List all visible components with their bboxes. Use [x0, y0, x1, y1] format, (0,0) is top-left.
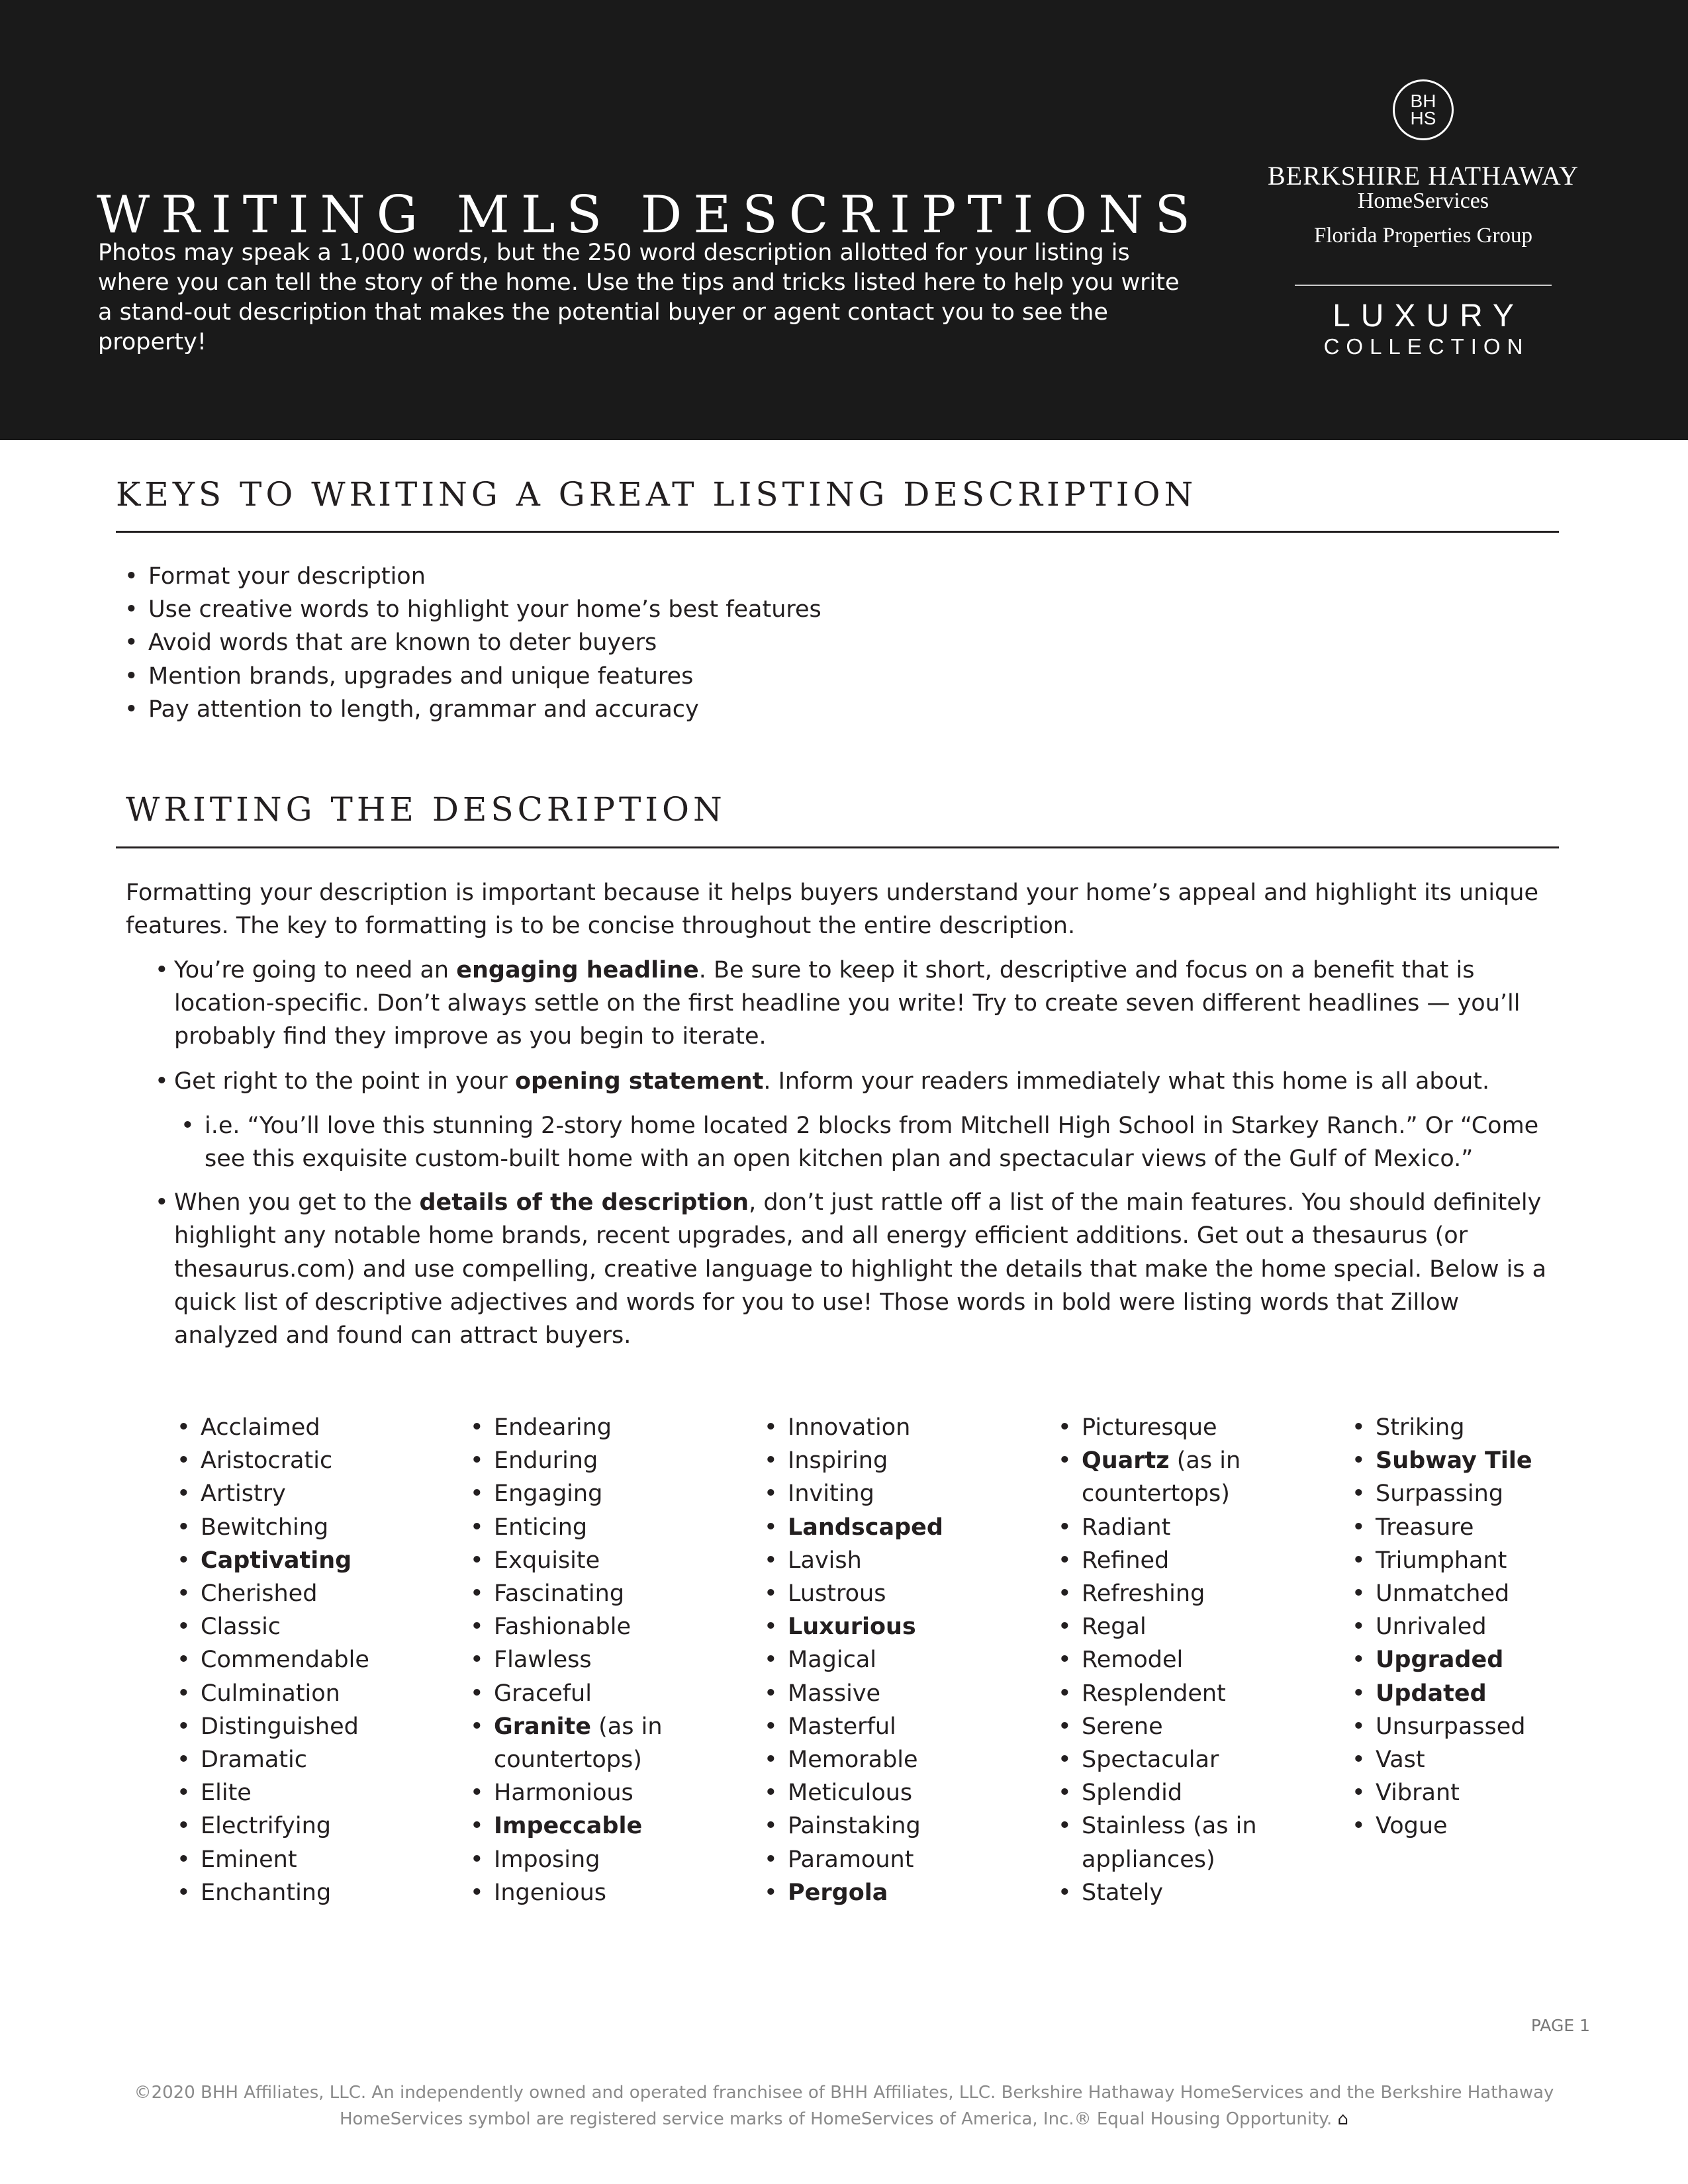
word-item	[1058, 1444, 1336, 1510]
word-text: Culmination	[201, 1680, 340, 1707]
word-text: Graceful	[494, 1680, 592, 1707]
page-title: WRITING MLS DESCRIPTIONS	[97, 185, 1201, 246]
word-item	[470, 1677, 748, 1710]
word-item	[177, 1710, 455, 1743]
word-item	[1352, 1677, 1630, 1710]
word-text: Elite	[201, 1780, 252, 1807]
word-text: Radiant	[1082, 1514, 1171, 1541]
word-item	[1058, 1610, 1336, 1643]
word-item	[1352, 1411, 1630, 1444]
word-text: Enchanting	[201, 1879, 332, 1906]
word-item	[470, 1511, 748, 1544]
word-text: Refreshing	[1082, 1580, 1205, 1608]
word-text: Striking	[1376, 1414, 1465, 1441]
word-text: Captivating	[201, 1547, 352, 1574]
word-note: (as in countertops)	[494, 1713, 663, 1774]
word-text: Magical	[788, 1647, 877, 1674]
word-item	[1352, 1511, 1630, 1544]
key-item: • Avoid words that are known to deter buyers	[124, 626, 821, 659]
word-item	[177, 1610, 455, 1643]
word-text: Aristocratic	[201, 1447, 333, 1475]
word-text: Fashionable	[494, 1614, 632, 1641]
word-text: Triumphant	[1376, 1547, 1507, 1574]
logo-line-2: HomeServices	[1357, 189, 1489, 213]
word-item	[177, 1809, 455, 1843]
word-text: Unrivaled	[1376, 1614, 1487, 1641]
word-item	[470, 1643, 748, 1676]
tip-text: , don’t just rattle off a list of the main features. You should definitely highlight any notable home brands, recent upgrades, and all energy efficient additions. Get out a thesaurus (or thesaurus.com) and use compelling, creative language to highlight the details that make the home special. Below is a quick list of descriptive adjectives and words for you to use! Those words in bold were listing words that Zillow analyzed and found can attract buyers.	[174, 1189, 1547, 1349]
word-item	[764, 1809, 1042, 1843]
word-item	[1352, 1544, 1630, 1577]
word-text: Surpassing	[1376, 1480, 1504, 1508]
legal-text: ©2020 BHH Affiliates, LLC. An independently owned and operated franchisee of BHH Affiliates, LLC. Berkshire Hathaway HomeServices and the Berkshire Hathaway HomeServices symbol are registered service marks of HomeServices of America, Inc.® Equal Housing Opportunity.	[134, 2083, 1554, 2129]
word-item	[177, 1876, 455, 1909]
word-text: Distinguished	[201, 1713, 359, 1740]
word-item	[177, 1444, 455, 1477]
word-text: Eminent	[201, 1846, 297, 1873]
bhhs-seal-icon: BH HS	[1393, 79, 1454, 140]
word-item	[177, 1743, 455, 1776]
key-item: • Use creative words to highlight your home’s best features	[124, 593, 821, 626]
word-text: Vibrant	[1376, 1780, 1460, 1807]
word-text: Imposing	[494, 1846, 600, 1873]
word-item	[764, 1843, 1042, 1876]
legal-footer	[99, 2079, 1589, 2132]
word-item	[764, 1577, 1042, 1610]
word-item	[470, 1444, 748, 1477]
word-item	[1058, 1776, 1336, 1809]
word-text: Ingenious	[494, 1879, 606, 1906]
word-item	[470, 1776, 748, 1809]
word-item	[1058, 1677, 1336, 1710]
word-item	[764, 1511, 1042, 1544]
word-item	[764, 1876, 1042, 1909]
word-item	[470, 1710, 748, 1776]
tip-bold: details of the description	[419, 1189, 749, 1216]
word-text: Upgraded	[1376, 1647, 1504, 1674]
word-item	[764, 1411, 1042, 1444]
word-item	[470, 1411, 748, 1444]
word-item	[764, 1544, 1042, 1577]
word-text: Artistry	[201, 1480, 286, 1508]
word-text: Paramount	[788, 1846, 914, 1873]
word-text: Commendable	[201, 1647, 369, 1674]
word-text: Splendid	[1082, 1780, 1183, 1807]
word-item	[1058, 1710, 1336, 1743]
word-text: Acclaimed	[201, 1414, 320, 1441]
intro-text: Photos may speak a 1,000 words, but the 250 word description allotted for your listing is where you can tell the story of the home. Use the tips and tricks listed here to help you write a stand-out description that makes the potential buyer or agent contact you to see the property!	[98, 240, 1180, 355]
logo-line-3: Florida Properties Group	[1314, 224, 1532, 248]
word-column	[177, 1411, 455, 1909]
word-text: Painstaking	[788, 1813, 921, 1840]
word-text: Picturesque	[1082, 1414, 1217, 1441]
word-text: Cherished	[201, 1580, 318, 1608]
word-item	[764, 1610, 1042, 1643]
tip-example: • i.e. “You’ll love this stunning 2-story home located 2 blocks from Mitchell High School in Starkey Ranch.” Or “Come see this exquisite custom-built home with an open kitchen plan and spectacular views of the Gulf of Mexico.”	[181, 1109, 1565, 1175]
keys-divider	[116, 531, 1559, 533]
word-text: Unmatched	[1376, 1580, 1510, 1608]
word-item	[1352, 1444, 1630, 1477]
word-item	[764, 1477, 1042, 1510]
tip-text: When you get to the	[174, 1189, 420, 1216]
word-item	[177, 1411, 455, 1444]
word-item	[764, 1643, 1042, 1676]
logo-line-1: BERKSHIRE HATHAWAY	[1267, 161, 1579, 191]
word-text: Spectacular	[1082, 1747, 1219, 1774]
word-text: Unsurpassed	[1376, 1713, 1526, 1740]
word-text: Inspiring	[788, 1447, 888, 1475]
word-item	[177, 1577, 455, 1610]
word-text: Updated	[1376, 1680, 1487, 1707]
word-note: (as in countertops)	[1082, 1447, 1241, 1508]
tip-bold: opening statement	[514, 1068, 764, 1095]
tip-text: You’re going to need an	[174, 957, 457, 983]
word-text: Serene	[1082, 1713, 1163, 1740]
word-text: Luxurious	[788, 1614, 916, 1641]
word-text: Enduring	[494, 1447, 598, 1475]
key-item: • Mention brands, upgrades and unique features	[124, 660, 821, 693]
tip-details	[155, 1186, 1565, 1352]
word-text: Treasure	[1376, 1514, 1474, 1541]
tip-text: . Inform your readers immediately what this home is all about.	[763, 1068, 1490, 1095]
word-item	[764, 1743, 1042, 1776]
word-item	[1352, 1710, 1630, 1743]
word-column	[470, 1411, 748, 1909]
word-text: Bewitching	[201, 1514, 329, 1541]
word-text: Harmonious	[494, 1780, 633, 1807]
word-column	[1058, 1411, 1336, 1909]
word-text: Inviting	[788, 1480, 874, 1508]
word-text: Innovation	[788, 1414, 911, 1441]
word-text: Engaging	[494, 1480, 603, 1508]
word-text: Massive	[788, 1680, 881, 1707]
word-text: Granite	[494, 1713, 591, 1740]
word-text: Fascinating	[494, 1580, 625, 1608]
word-text: Endearing	[494, 1414, 612, 1441]
collection-label: COLLECTION	[1323, 334, 1530, 359]
key-item: • Format your description	[124, 560, 821, 593]
word-text: Stately	[1082, 1879, 1164, 1906]
word-text: Impeccable	[494, 1813, 643, 1840]
word-item	[1058, 1411, 1336, 1444]
writing-divider	[116, 846, 1559, 848]
word-item	[470, 1876, 748, 1909]
page-number: PAGE 1	[1530, 2016, 1590, 2035]
word-text: Dramatic	[201, 1747, 308, 1774]
word-text: Masterful	[788, 1713, 896, 1740]
writing-tips-list	[155, 954, 1565, 1363]
word-text: Quartz	[1082, 1447, 1170, 1475]
word-text: Classic	[201, 1614, 281, 1641]
writing-heading: WRITING THE DESCRIPTION	[126, 790, 726, 829]
word-item	[177, 1776, 455, 1809]
word-text: Vogue	[1376, 1813, 1448, 1840]
word-item	[177, 1643, 455, 1676]
word-item	[1058, 1643, 1336, 1676]
bhhs-logo	[1244, 79, 1602, 360]
word-item	[1352, 1776, 1630, 1809]
word-text: Resplendent	[1082, 1680, 1226, 1707]
word-item	[177, 1677, 455, 1710]
word-column	[764, 1411, 1042, 1909]
tip-headline	[155, 954, 1565, 1054]
word-item	[177, 1477, 455, 1510]
word-item	[764, 1677, 1042, 1710]
word-item	[177, 1843, 455, 1876]
word-item	[470, 1610, 748, 1643]
word-text: Remodel	[1082, 1647, 1184, 1674]
word-item	[764, 1776, 1042, 1809]
word-item	[470, 1843, 748, 1876]
word-item	[1352, 1743, 1630, 1776]
key-item: • Pay attention to length, grammar and accuracy	[124, 693, 821, 726]
word-item	[177, 1511, 455, 1544]
word-text: Exquisite	[494, 1547, 600, 1574]
word-item	[470, 1544, 748, 1577]
word-text: Pergola	[788, 1879, 888, 1906]
equal-housing-icon: ⌂	[1337, 2109, 1349, 2129]
header-banner	[0, 0, 1688, 440]
word-text: Subway Tile	[1376, 1447, 1532, 1475]
word-item	[1352, 1610, 1630, 1643]
word-item	[1058, 1876, 1336, 1909]
word-text: Meticulous	[788, 1780, 913, 1807]
word-item	[1352, 1477, 1630, 1510]
word-note: (as in appliances)	[1082, 1813, 1257, 1873]
word-item	[1058, 1809, 1336, 1876]
word-item	[470, 1809, 748, 1843]
word-item	[470, 1577, 748, 1610]
word-column	[1352, 1411, 1630, 1843]
word-item	[1058, 1743, 1336, 1776]
word-item	[1058, 1544, 1336, 1577]
word-text: Stainless	[1082, 1813, 1186, 1840]
word-text: Flawless	[494, 1647, 592, 1674]
tip-opening	[155, 1065, 1565, 1176]
word-item	[1352, 1809, 1630, 1843]
luxury-label: LUXURY	[1333, 298, 1524, 334]
word-item	[1352, 1643, 1630, 1676]
tip-text: Get right to the point in your	[174, 1068, 515, 1095]
word-text: Landscaped	[788, 1514, 943, 1541]
word-text: Lavish	[788, 1547, 862, 1574]
word-text: Electrifying	[201, 1813, 331, 1840]
word-item	[1058, 1511, 1336, 1544]
word-item	[764, 1710, 1042, 1743]
word-text: Refined	[1082, 1547, 1170, 1574]
keys-list	[124, 560, 821, 726]
logo-divider	[1295, 285, 1552, 286]
tip-text: . Be sure to keep it short, descriptive and focus on a benefit that is location-specific. Don’t always settle on the first headline you write! Try to create seven different headlines — you’ll probably find they improve as you begin to iterate.	[174, 957, 1521, 1050]
word-item	[177, 1544, 455, 1577]
word-item	[1352, 1577, 1630, 1610]
tip-bold: engaging headline	[456, 957, 699, 983]
word-text: Memorable	[788, 1747, 918, 1774]
keys-heading: KEYS TO WRITING A GREAT LISTING DESCRIPTION	[116, 475, 1197, 514]
word-item	[1058, 1577, 1336, 1610]
word-text: Enticing	[494, 1514, 588, 1541]
word-item	[470, 1477, 748, 1510]
word-item	[764, 1444, 1042, 1477]
word-text: Regal	[1082, 1614, 1147, 1641]
word-text: Lustrous	[788, 1580, 886, 1608]
writing-intro: Formatting your description is important because it helps buyers understand your home’s appeal and highlight its unique features. The key to formatting is to be concise throughout the entire description.	[126, 880, 1538, 940]
word-text: Vast	[1376, 1747, 1425, 1774]
